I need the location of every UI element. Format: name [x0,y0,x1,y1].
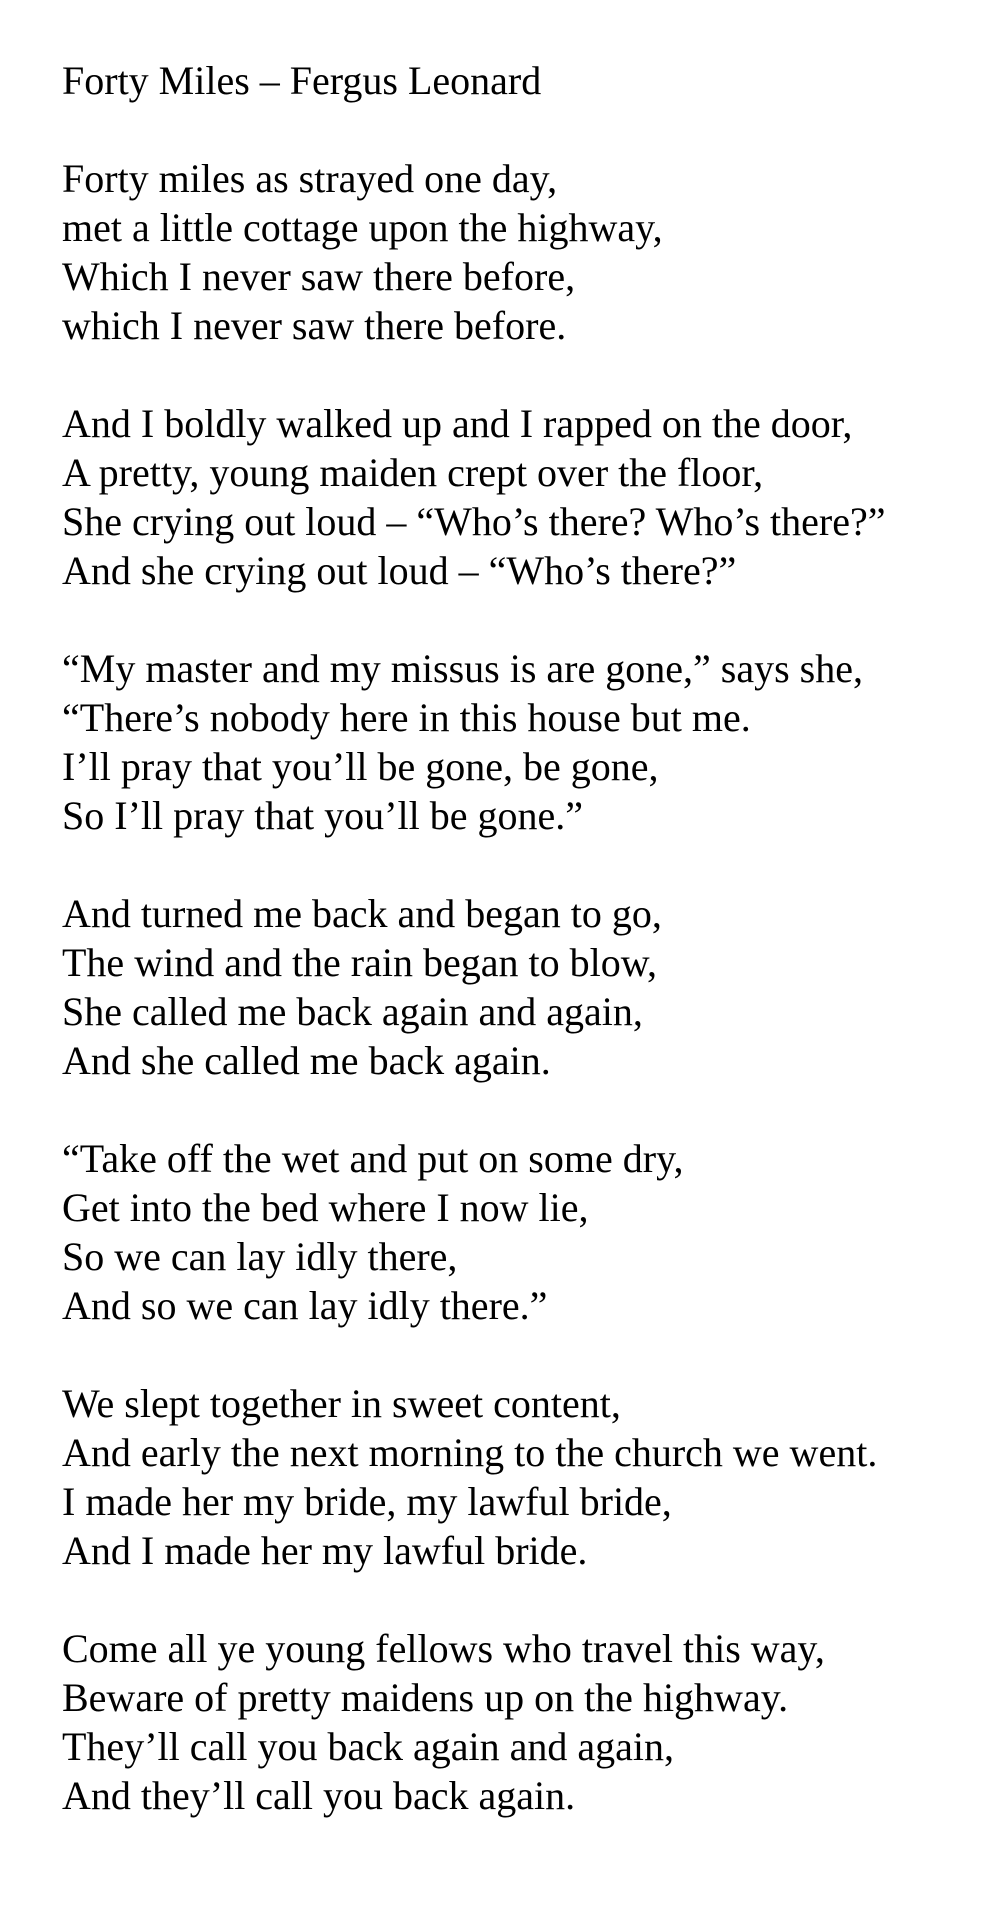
document-page [62,56,982,1820]
poem-line: And early the next morning to the church we went. [62,1430,878,1475]
poem-line: She called me back again and again, [62,989,643,1034]
poem-line: And they’ll call you back again. [62,1773,576,1818]
poem-line: And she crying out loud – “Who’s there?” [62,548,737,593]
stanza [62,1134,982,1330]
poem-line: So we can lay idly there, [62,1234,458,1279]
poem-line: And I boldly walked up and I rapped on the door, [62,401,853,446]
poem-line: Beware of pretty maidens up on the highway. [62,1675,789,1720]
poem-line: And so we can lay idly there.” [62,1283,548,1328]
poem-line: So I’ll pray that you’ll be gone.” [62,793,583,838]
poem-line: The wind and the rain began to blow, [62,940,658,985]
stanza [62,889,982,1085]
poem-line: They’ll call you back again and again, [62,1724,674,1769]
poem-line: A pretty, young maiden crept over the floor, [62,450,764,495]
stanza [62,154,982,350]
poem-line: Come all ye young fellows who travel this way, [62,1626,825,1671]
poem-line: I made her my bride, my lawful bride, [62,1479,672,1524]
stanza [62,1624,982,1820]
poem-line: And I made her my lawful bride. [62,1528,588,1573]
poem-line: Forty miles as strayed one day, [62,156,558,201]
stanza [62,1379,982,1575]
poem-line: We slept together in sweet content, [62,1381,621,1426]
stanza [62,644,982,840]
poem-line: “There’s nobody here in this house but me. [62,695,751,740]
poem-line: “Take off the wet and put on some dry, [62,1136,684,1181]
document-title: Forty Miles – Fergus Leonard [62,58,542,103]
poem-line: “My master and my missus is are gone,” says she, [62,646,863,691]
poem-line: which I never saw there before. [62,303,567,348]
poem-line: Get into the bed where I now lie, [62,1185,589,1230]
poem-line: And she called me back again. [62,1038,551,1083]
poem-body [62,154,982,1820]
poem-line: Which I never saw there before, [62,254,576,299]
stanza [62,399,982,595]
poem-line: met a little cottage upon the highway, [62,205,663,250]
poem-line: I’ll pray that you’ll be gone, be gone, [62,744,659,789]
poem-line: And turned me back and began to go, [62,891,662,936]
poem-line: She crying out loud – “Who’s there? Who’s there?” [62,499,886,544]
